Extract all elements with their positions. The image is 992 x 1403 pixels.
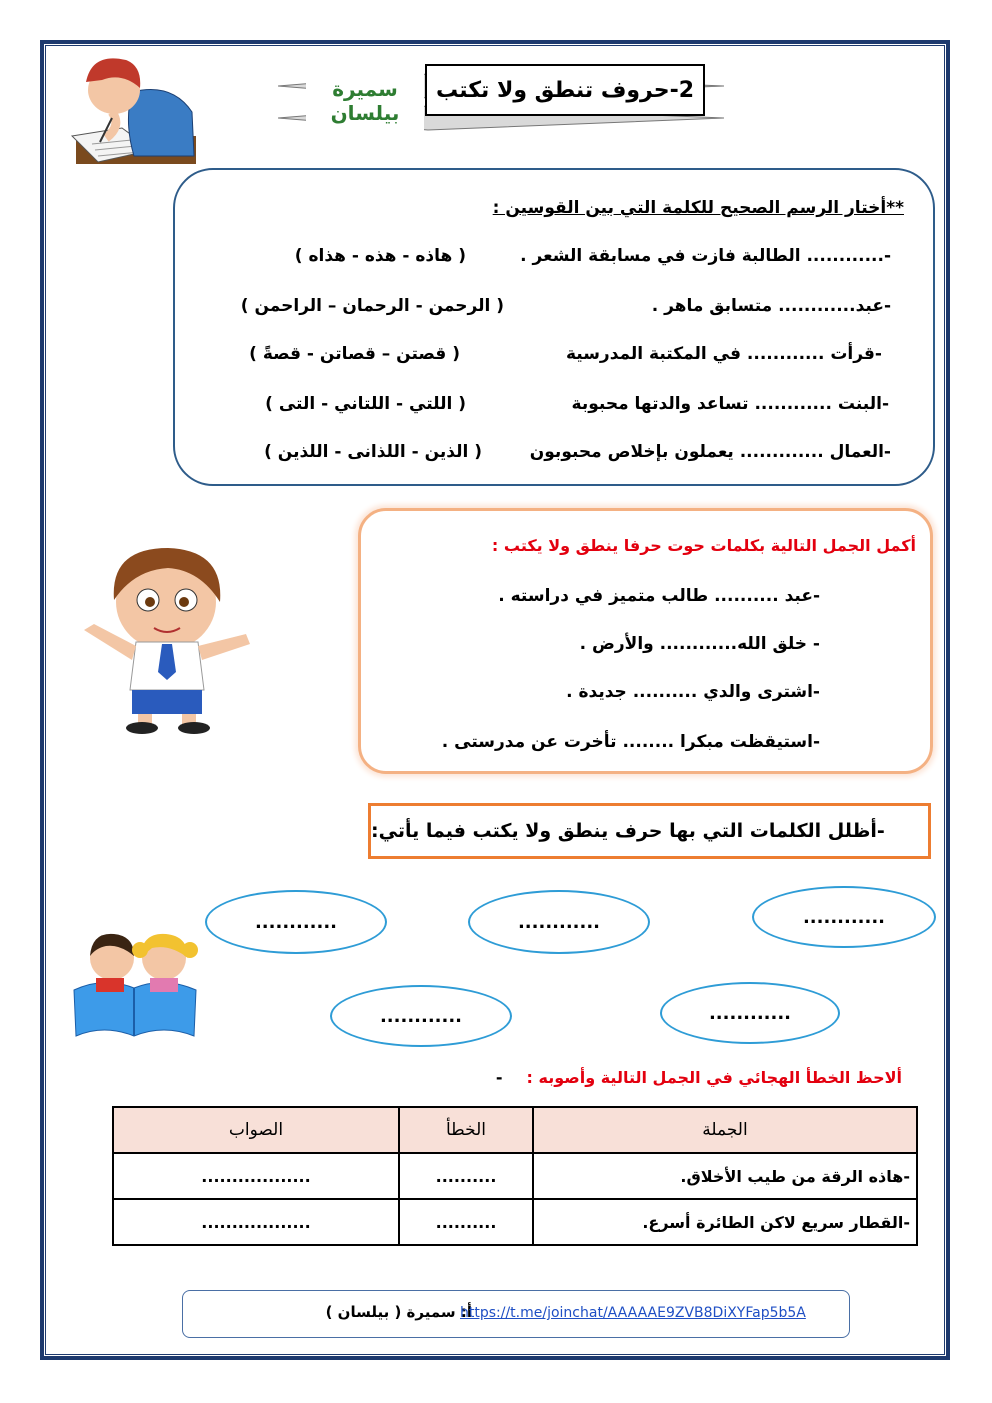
logo-text: سميرة بيلسان: [330, 77, 400, 125]
s1-options-4: ( اللتي - اللتاني - التى ): [265, 394, 466, 414]
s2-item-3: -اشترى والدي .......... جديدة .: [566, 682, 820, 702]
row2-correct[interactable]: ..................: [113, 1199, 399, 1245]
col-header-correct: الصواب: [113, 1107, 399, 1153]
answer-oval-2[interactable]: ............: [468, 890, 650, 954]
s1-options-3: ( قصتن – قصاتن - قصةً ): [249, 344, 460, 364]
col-header-sentence: الجملة: [533, 1107, 917, 1153]
error-table: [112, 1106, 918, 1246]
section4-instruction: ألاحظ الخطأ الهجائي في الجمل التالية وأصوبه :: [526, 1068, 902, 1087]
answer-oval-1[interactable]: ............: [752, 886, 936, 948]
telegram-link[interactable]: https://t.me/joinchat/AAAAAE9ZVB8DiXYFap5b5A: [460, 1305, 806, 1321]
table-row: [113, 1153, 917, 1199]
boy-illustration: [74, 540, 264, 740]
answer-oval-3[interactable]: ............: [205, 890, 387, 954]
calligraphy-logo: [306, 68, 424, 134]
section-shade-words: -أظلل الكلمات التي بها حرف ينطق ولا يكتب فيما يأتي:: [368, 803, 931, 859]
s1-options-2: ( الرحمن - الرحمان – الراحمن ): [240, 296, 504, 316]
table-row: [113, 1199, 917, 1245]
s2-item-2: - خلق الله............ والأرض .: [579, 634, 820, 654]
s1-sentence-1: -............ الطالبة فازت في مسابقة الشعر .: [520, 246, 891, 266]
s1-sentence-5: -العمال ............. يعملون بإخلاص محبوبون: [529, 442, 891, 462]
col-header-error: الخطأ: [399, 1107, 533, 1153]
page-title: 2-حروف تنطق ولا تكتب: [425, 64, 705, 116]
section4-bullet: [496, 1068, 902, 1087]
table-header-row: [113, 1107, 917, 1153]
row1-sentence: -هاذه الرقة من طيب الأخلاق.: [533, 1153, 917, 1199]
s1-sentence-3: -قرأت ............ في المكتبة المدرسية: [565, 344, 882, 364]
section2-instruction: أكمل الجمل التالية بكلمات حوت حرفا ينطق ولا يكتب :: [491, 536, 916, 555]
row1-error[interactable]: ..........: [399, 1153, 533, 1199]
s2-item-4: -استيقظت مبكرا ........ تأخرت عن مدرستى .: [441, 732, 820, 752]
s1-options-5: ( الذين - اللذانى - اللذين ): [264, 442, 482, 462]
s2-item-1: -عبد .......... طالب متميز في دراسته .: [498, 586, 820, 606]
row2-sentence: -القطار سريع لاكن الطائرة أسرع.: [533, 1199, 917, 1245]
footer-author: أ: سميرة ( بيلسان ): [325, 1303, 472, 1321]
section1-instruction: **أختار الرسم الصحيح للكلمة التي بين القوسين :: [492, 198, 904, 218]
row1-correct[interactable]: ..................: [113, 1153, 399, 1199]
answer-oval-5[interactable]: ............: [660, 982, 840, 1044]
s1-options-1: ( هاذه - هذه - هذاه ): [294, 246, 466, 266]
s1-sentence-4: -البنت ............ تساعد والدتها محبوبة: [571, 394, 889, 414]
s1-sentence-2: -عبد............ متسابق ماهر .: [651, 296, 891, 316]
section4-dash: -: [495, 1068, 503, 1087]
row2-error[interactable]: ..........: [399, 1199, 533, 1245]
kids-reading-illustration: [70, 928, 200, 1040]
answer-oval-4[interactable]: ............: [330, 985, 512, 1047]
writing-student-illustration: [62, 52, 200, 170]
